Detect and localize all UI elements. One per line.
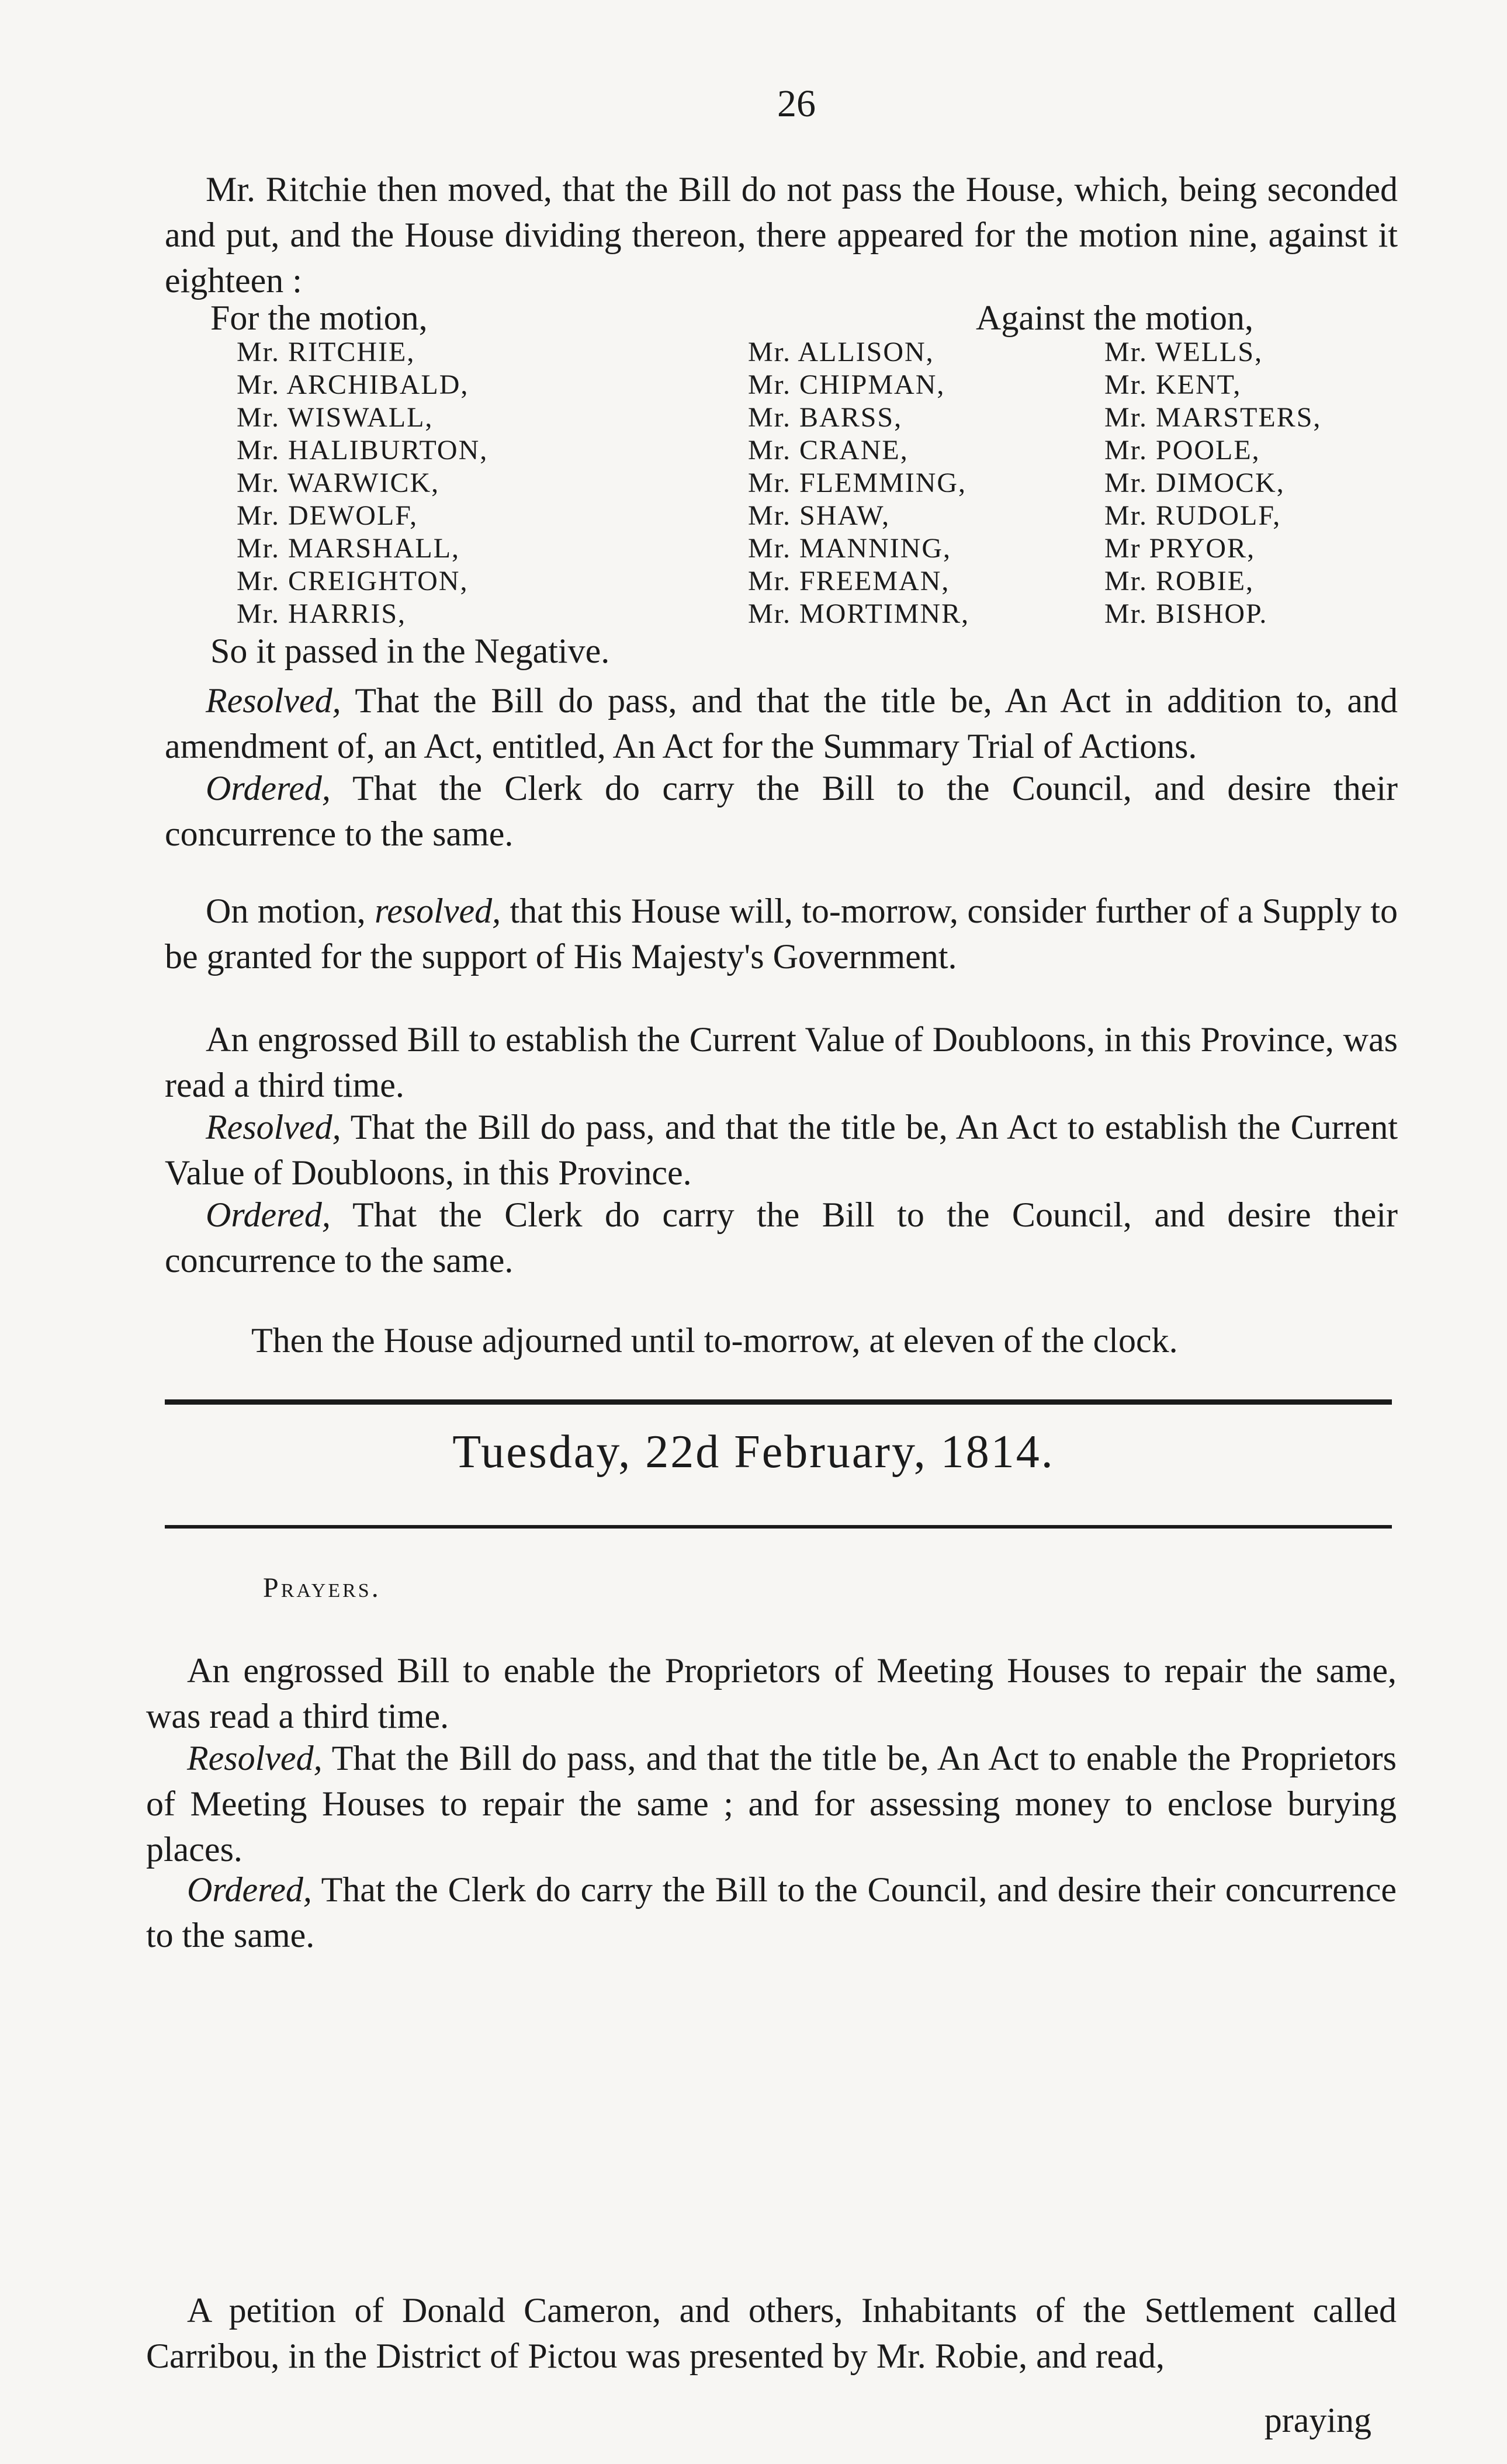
- resolved-paragraph-3: [146, 1735, 1397, 1872]
- member-name: Mr. CRANE,: [748, 435, 909, 466]
- supply-prefix: On motion,: [206, 892, 375, 930]
- member-name: Mr. ROBIE,: [1104, 566, 1255, 597]
- resolved-label: Resolved,: [206, 1108, 341, 1146]
- member-name: Mr. ARCHIBALD,: [237, 369, 469, 400]
- ordered-text: That the Clerk do carry the Bill to the Council, and desire their concurrence to the same.: [165, 1195, 1398, 1280]
- against-motion-list-2: [1104, 336, 1321, 630]
- member-name: Mr. RITCHIE,: [237, 337, 415, 368]
- catchword: praying: [1264, 2401, 1371, 2439]
- member-name: Mr. DIMOCK,: [1104, 467, 1285, 498]
- member-name: Mr. KENT,: [1104, 369, 1242, 400]
- ordered-label: Ordered,: [206, 1195, 331, 1234]
- ordered-label: Ordered,: [187, 1870, 312, 1909]
- member-name: Mr. FREEMAN,: [748, 566, 950, 597]
- member-name: Mr. RUDOLF,: [1104, 500, 1281, 531]
- adjourned-paragraph: Then the House adjourned until to-morrow, at eleven of the clock.: [251, 1321, 1178, 1360]
- member-name: Mr PRYOR,: [1104, 533, 1256, 564]
- petition-paragraph: A petition of Donald Cameron, and others, Inhabitants of the Settlement called Carribou, in the District of Pictou was presented by Mr. Robie, and read,: [146, 2291, 1397, 2375]
- page-number: 26: [777, 82, 816, 125]
- ordered-text: That the Clerk do carry the Bill to the Council, and desire their concurrence to the same.: [165, 769, 1398, 853]
- member-name: Mr. HALIBURTON,: [237, 435, 489, 466]
- supply-paragraph: [165, 888, 1398, 979]
- member-name: Mr. CREIGHTON,: [237, 566, 469, 597]
- member-name: Mr. MANNING,: [748, 533, 951, 564]
- date-heading: Tuesday, 22d February, 1814.: [452, 1426, 1055, 1478]
- resolved-text: That the Bill do pass, and that the title be, An Act to establish the Current Value of Doubloons, in this Province.: [165, 1108, 1398, 1192]
- against-motion-heading: Against the motion,: [976, 299, 1253, 337]
- prayers-heading: Prayers.: [263, 1572, 381, 1603]
- resolved-label: Resolved,: [187, 1739, 323, 1777]
- member-name: Mr. WISWALL,: [237, 402, 434, 433]
- doubloons-paragraph: An engrossed Bill to establish the Current Value of Doubloons, in this Province, was read a third time.: [165, 1020, 1398, 1104]
- member-name: Mr. MARSHALL,: [237, 533, 460, 564]
- ordered-paragraph-3: [146, 1867, 1397, 1958]
- member-name: Mr. HARRIS,: [237, 598, 407, 629]
- member-name: Mr. MARSTERS,: [1104, 402, 1322, 433]
- for-motion-heading: For the motion,: [210, 299, 428, 337]
- ordered-text: That the Clerk do carry the Bill to the Council, and desire their concurrence to the same.: [146, 1870, 1397, 1954]
- for-motion-list: [237, 336, 488, 630]
- member-name: Mr. MORTIMNR,: [748, 598, 970, 629]
- member-name: Mr. WARWICK,: [237, 467, 440, 498]
- resolved-paragraph-2: [165, 1104, 1398, 1195]
- meeting-houses-paragraph: An engrossed Bill to enable the Proprietors of Meeting Houses to repair the same, was read a third time.: [146, 1651, 1397, 1735]
- resolved-label: Resolved,: [206, 681, 341, 720]
- ordered-paragraph-2: [165, 1192, 1398, 1283]
- ordered-paragraph-1: [165, 765, 1398, 857]
- member-name: Mr. FLEMMING,: [748, 467, 967, 498]
- member-name: Mr. BARSS,: [748, 402, 903, 433]
- motion-paragraph: Mr. Ritchie then moved, that the Bill do not pass the House, which, being seconded and put, and the House dividing thereon, there appeared for the motion nine, against it eighteen :: [165, 170, 1398, 300]
- ordered-label: Ordered,: [206, 769, 331, 808]
- supply-text: that this House will, to-morrow, consider further of a Supply to be granted for the support of His Majesty's Government.: [165, 892, 1398, 976]
- divider-top: [165, 1399, 1392, 1405]
- member-name: Mr. SHAW,: [748, 500, 891, 531]
- negative-result: So it passed in the Negative.: [210, 632, 610, 670]
- member-name: Mr. BISHOP.: [1104, 598, 1268, 629]
- resolved-text: That the Bill do pass, and that the title be, An Act in addition to, and amendment of, an Act, entitled, An Act for the Summary Trial of Actions.: [165, 681, 1398, 765]
- member-name: Mr. WELLS,: [1104, 337, 1263, 368]
- resolved-text: That the Bill do pass, and that the title be, An Act to enable the Proprietors of Meeting Houses to repair the same ; and for assessing money to enclose burying places.: [146, 1739, 1397, 1869]
- member-name: Mr. POOLE,: [1104, 435, 1260, 466]
- member-name: Mr. DEWOLF,: [237, 500, 418, 531]
- resolved-label: resolved,: [375, 892, 501, 930]
- member-name: Mr. CHIPMAN,: [748, 369, 945, 400]
- member-name: Mr. ALLISON,: [748, 337, 934, 368]
- against-motion-list-1: [748, 336, 969, 630]
- divider-bottom: [165, 1525, 1392, 1529]
- resolved-paragraph-1: [165, 678, 1398, 769]
